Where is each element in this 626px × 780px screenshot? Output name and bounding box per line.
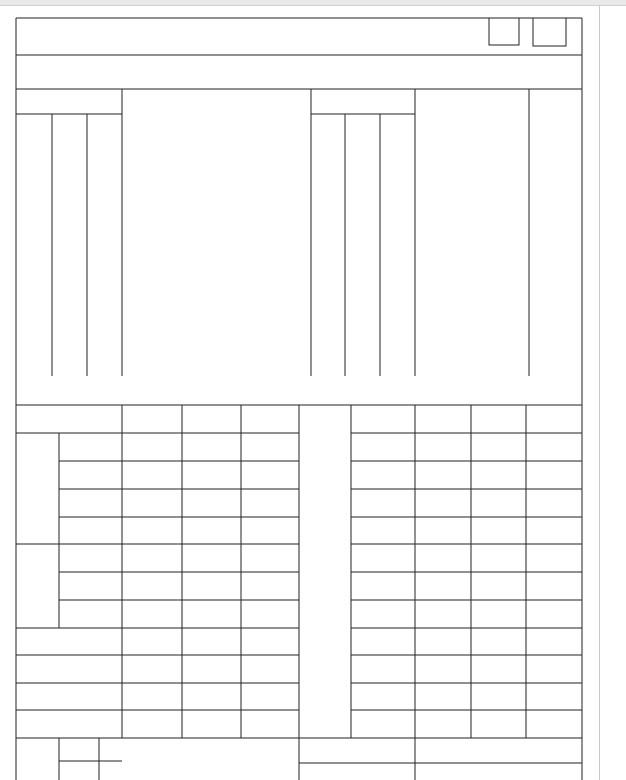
property-list-form [0,6,600,780]
stamp-box [489,18,519,45]
form-sheet [0,6,600,780]
seal-box[interactable] [533,18,566,46]
